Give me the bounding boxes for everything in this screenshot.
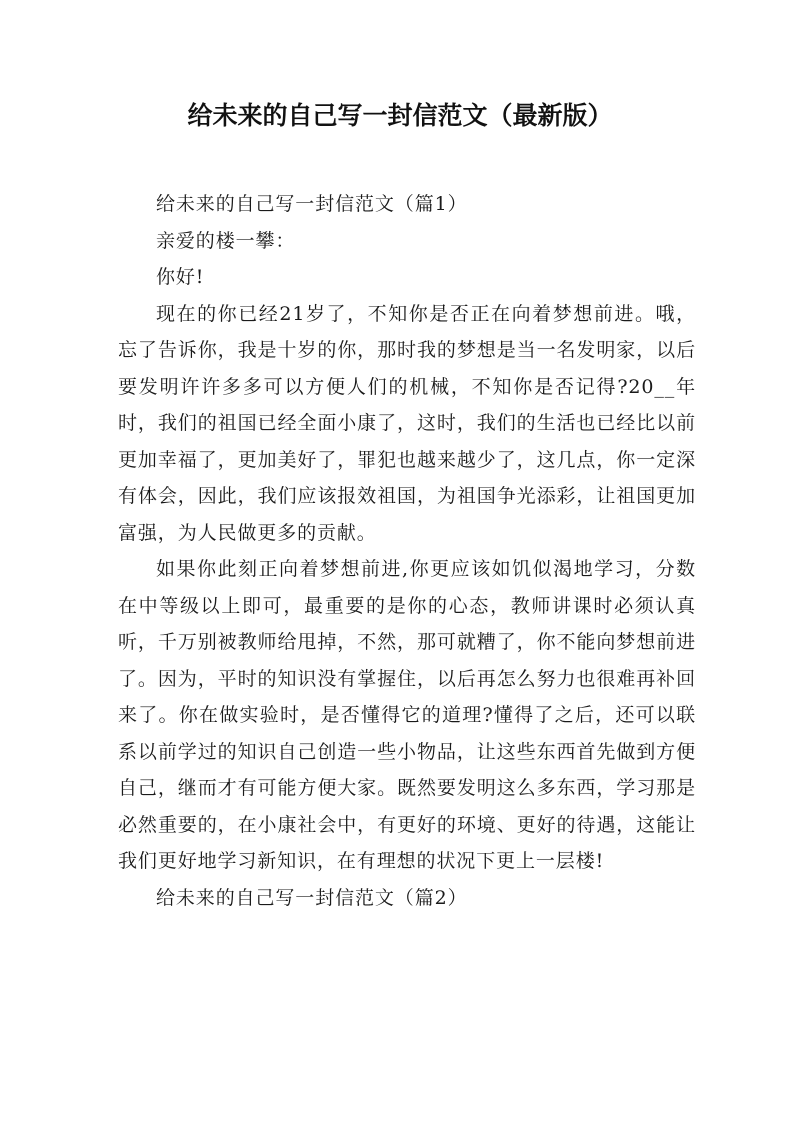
- document-body: [118, 186, 696, 916]
- section-heading-2: 给未来的自己写一封信范文（篇2）: [156, 886, 468, 909]
- section-heading-1: 给未来的自己写一封信范文（篇1）: [156, 193, 468, 215]
- body-paragraph-2: 如果你此刻正向着梦想前进,你更应该如饥似渴地学习，分数在中等级以上即可，最重要的是你的心态，教师讲课时必须认真听，千万别被教师给甩掉，不然，那可就糟了，你不能向梦想前进了。因为，平时的知识没有掌握住，以后再怎么努力也很难再补回来了。你在做实验时，是否懂得它的道理?懂得了之后，还可以联系以前学过的知识自己创造一些小物品，让这些东西首先做到方便自己，继而才有可能方便大家。既然要发明这么多东西，学习那是必然重要的，在小康社会中，有更好的环境、更好的待遇，这能让我们更好地学习新知识，在有理想的状况下更上一层楼!: [118, 558, 696, 872]
- body-paragraph-1: 现在的你已经21岁了，不知你是否正在向着梦想前进。哦，忘了告诉你，我是十岁的你，那时我的梦想是当一名发明家，以后要发明许许多多可以方便人们的机械，不知你是否记得?20__年时，我们的祖国已经全面小康了，这时，我们的生活也已经比以前更加幸福了，更加美好了，罪犯也越来越少了，这几点，你一定深有体会，因此，我们应该报效祖国，为祖国争光添彩，让祖国更加富强，为人民做更多的贡献。: [118, 302, 696, 544]
- document-title: 给未来的自己写一封信范文（最新版）: [187, 101, 613, 130]
- greeting: 你好!: [156, 266, 205, 288]
- salutation: 亲爱的楼一攀：: [156, 229, 296, 252]
